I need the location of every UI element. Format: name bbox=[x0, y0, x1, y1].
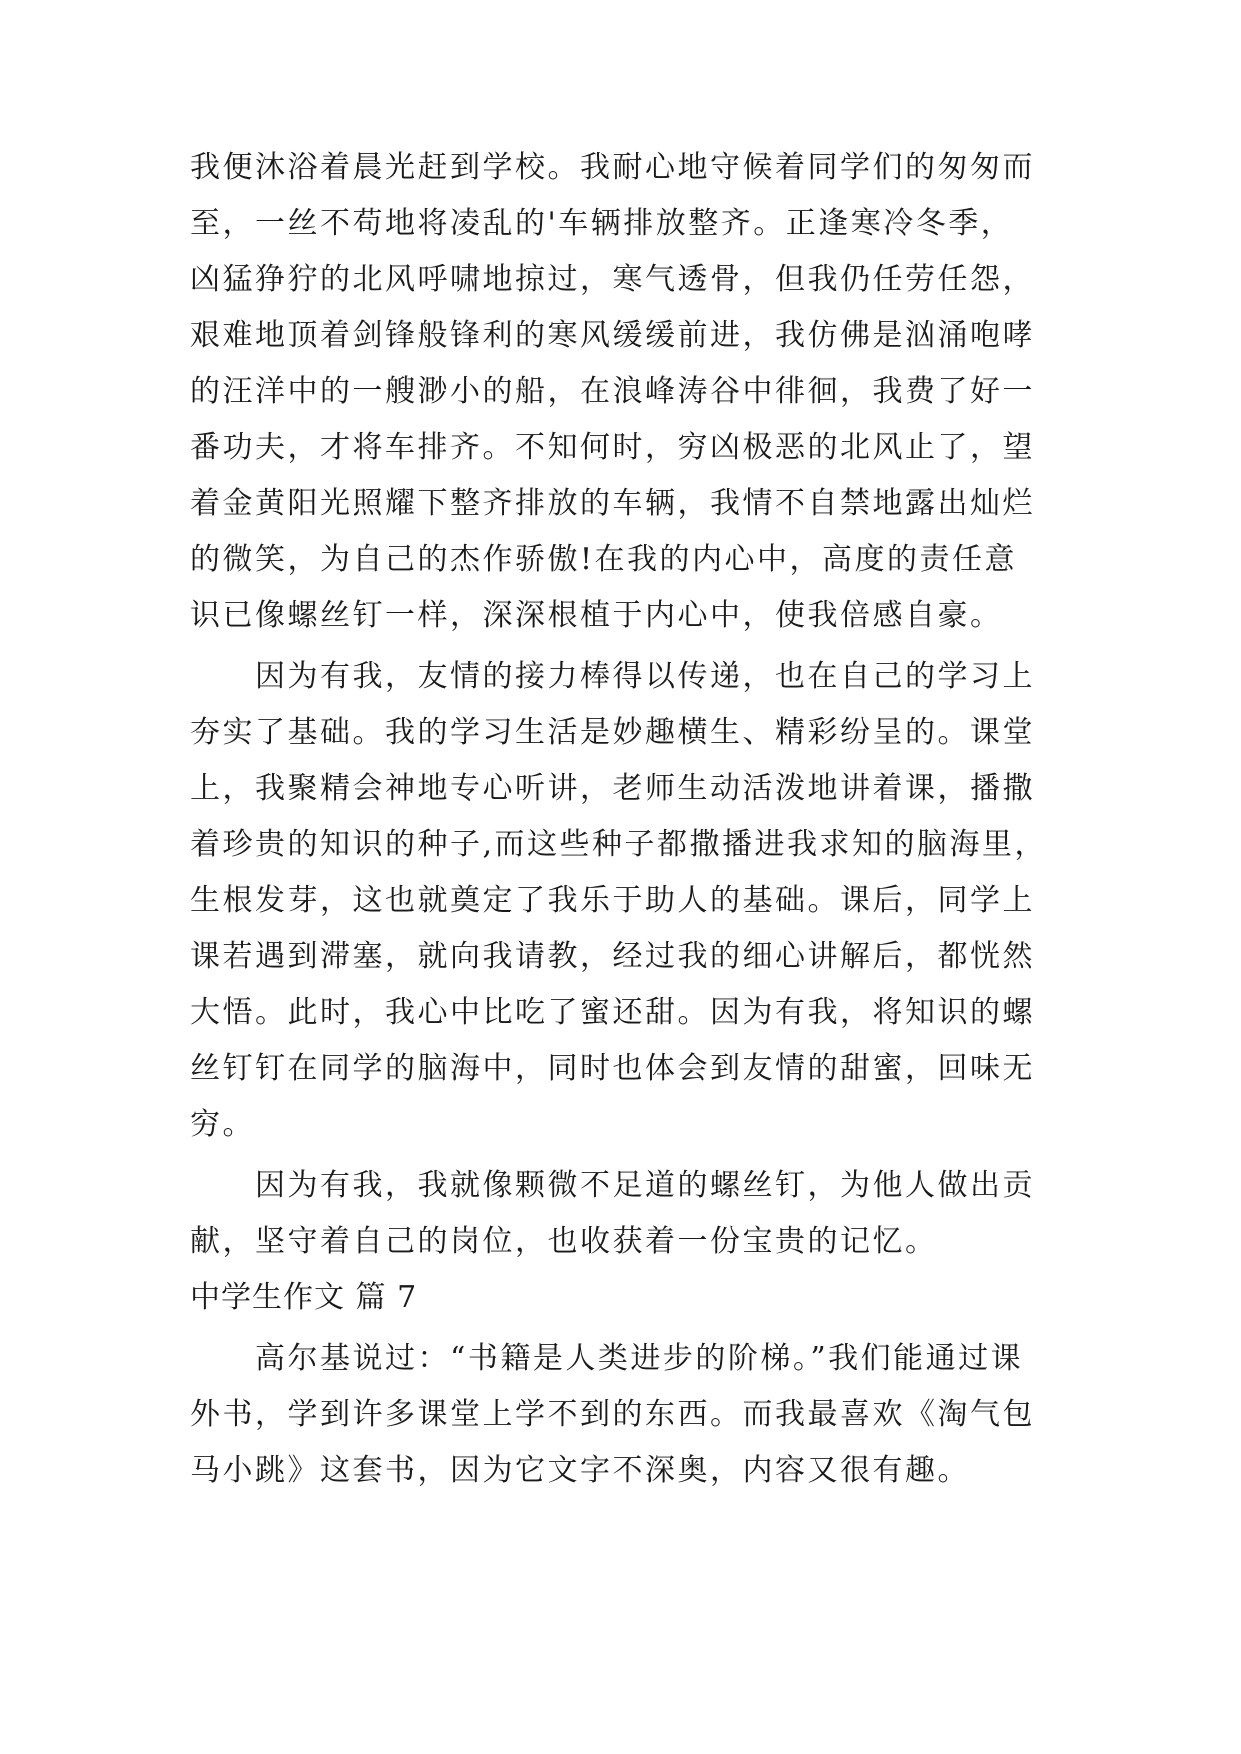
text-line: 至，一丝不苟地将凌乱的'车辆排放整齐。正逢寒冷冬季， bbox=[190, 206, 1014, 241]
text-line: 生根发芽，这也就奠定了我乐于助人的基础。课后，同学上 bbox=[190, 883, 1035, 918]
text-line: 大悟。此时，我心中比吃了蜜还甜。因为有我，将知识的螺 bbox=[190, 995, 1035, 1030]
section-heading: 中学生作文 篇 7 bbox=[190, 1280, 418, 1315]
paragraph-first-line: 因为有我，友情的接力棒得以传递，也在自己的学习上 bbox=[255, 659, 1035, 694]
text-line: 着珍贵的知识的种子,而这些种子都撒播进我求知的脑海里， bbox=[190, 827, 1048, 862]
text-line: 的微笑，为自己的杰作骄傲!在我的内心中，高度的责任意 bbox=[190, 542, 1018, 577]
text-line: 献，坚守着自己的岗位，也收获着一份宝贵的记忆。 bbox=[190, 1224, 938, 1259]
paragraph-first-line: 高尔基说过：“书籍是人类进步的阶梯。”我们能通过课 bbox=[255, 1341, 1024, 1376]
text-line: 上，我聚精会神地专心听讲，老师生动活泼地讲着课，播撒 bbox=[190, 771, 1035, 806]
text-line: 的汪洋中的一艘渺小的船，在浪峰涛谷中徘徊，我费了好一 bbox=[190, 374, 1035, 409]
text-line: 凶猛狰狞的北风呼啸地掠过，寒气透骨，但我仍任劳任怨， bbox=[190, 262, 1035, 297]
text-line: 我便沐浴着晨光赶到学校。我耐心地守候着同学们的匆匆而 bbox=[190, 150, 1035, 185]
text-line: 番功夫，才将车排齐。不知何时，穷凶极恶的北风止了，望 bbox=[190, 430, 1035, 465]
text-line: 课若遇到滞塞，就向我请教，经过我的细心讲解后，都恍然 bbox=[190, 939, 1035, 974]
text-line: 外书，学到许多课堂上学不到的东西。而我最喜欢《淘气包 bbox=[190, 1397, 1035, 1432]
text-line: 马小跳》这套书，因为它文字不深奥，内容又很有趣。 bbox=[190, 1453, 970, 1488]
paragraph-first-line: 因为有我，我就像颗微不足道的螺丝钉，为他人做出贡 bbox=[255, 1168, 1035, 1203]
text-line: 着金黄阳光照耀下整齐排放的车辆，我情不自禁地露出灿烂 bbox=[190, 486, 1035, 521]
text-line: 穷。 bbox=[190, 1107, 255, 1142]
text-line: 丝钉钉在同学的脑海中，同时也体会到友情的甜蜜，回味无 bbox=[190, 1051, 1035, 1086]
text-line: 艰难地顶着剑锋般锋利的寒风缓缓前进，我仿佛是汹涌咆哮 bbox=[190, 318, 1035, 353]
text-line: 夯实了基础。我的学习生活是妙趣横生、精彩纷呈的。课堂 bbox=[190, 715, 1035, 750]
text-line: 识已像螺丝钉一样，深深根植于内心中，使我倍感自豪。 bbox=[190, 598, 1003, 633]
